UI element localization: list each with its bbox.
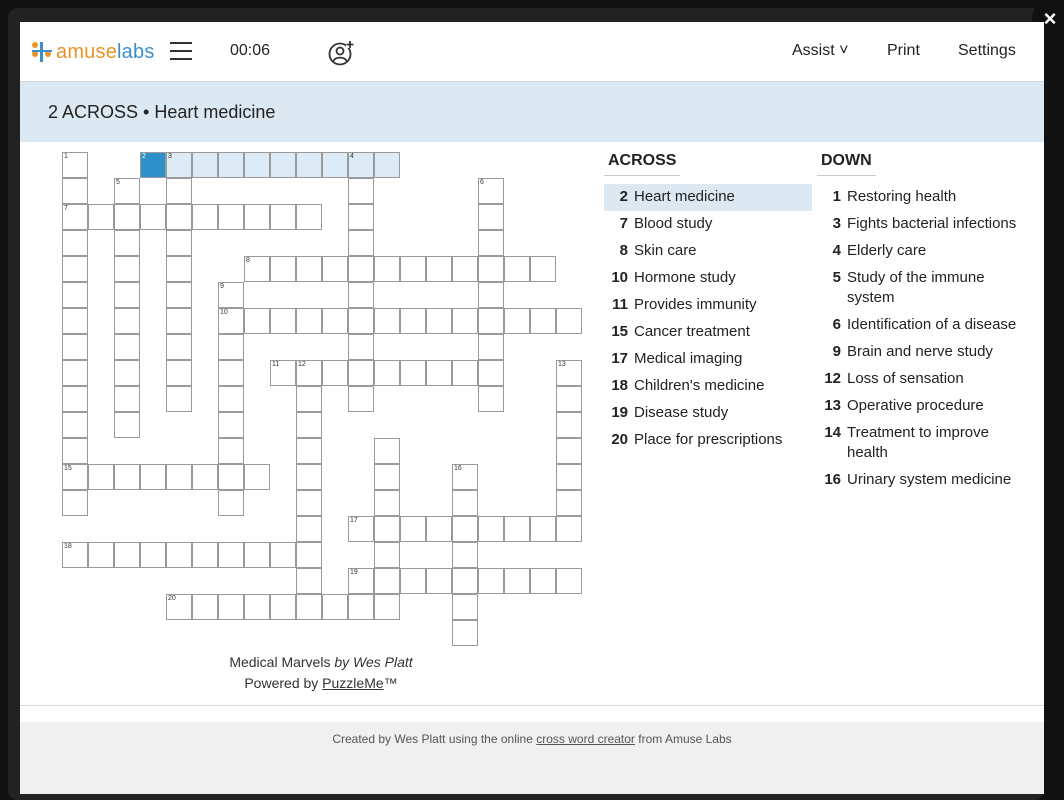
down-clue[interactable]	[817, 339, 1027, 366]
grid-cell[interactable]	[478, 360, 504, 386]
clue-text: Treatment to improve health	[847, 424, 989, 461]
clue-number: 10	[611, 269, 628, 286]
grid-cell[interactable]	[296, 256, 322, 282]
clue-number: 15	[611, 323, 628, 340]
grid-cell[interactable]	[114, 282, 140, 308]
grid-cell[interactable]	[192, 204, 218, 230]
grid-cell[interactable]	[140, 464, 166, 490]
grid-cell[interactable]	[400, 308, 426, 334]
cell-number: 13	[558, 361, 566, 368]
grid-cell[interactable]	[166, 594, 192, 620]
grid-cell[interactable]	[348, 568, 374, 594]
grid-cell[interactable]	[296, 412, 322, 438]
grid-cell[interactable]	[452, 308, 478, 334]
puzzle-title: Medical Marvels	[229, 654, 331, 670]
grid-cell[interactable]	[166, 204, 192, 230]
grid-cell[interactable]	[400, 516, 426, 542]
grid-cell[interactable]	[114, 178, 140, 204]
cell-number: 18	[64, 543, 72, 550]
grid-cell[interactable]	[218, 152, 244, 178]
grid-cell[interactable]	[114, 412, 140, 438]
grid-cell[interactable]	[556, 490, 582, 516]
clue-text: Cancer treatment	[634, 323, 750, 340]
across-clue[interactable]	[604, 427, 812, 454]
grid-cell[interactable]	[426, 256, 452, 282]
grid-cell[interactable]	[270, 594, 296, 620]
grid-cell[interactable]	[244, 542, 270, 568]
cell-number: 10	[220, 309, 228, 316]
cell-number: 9	[220, 283, 224, 290]
cell-number: 11	[272, 361, 280, 368]
grid-cell[interactable]	[270, 542, 296, 568]
grid-cell[interactable]	[270, 308, 296, 334]
across-heading: ACROSS	[604, 150, 680, 176]
grid-cell[interactable]	[556, 360, 582, 386]
grid-cell[interactable]	[296, 542, 322, 568]
clue-text: Place for prescriptions	[634, 431, 783, 448]
clue-number: 5	[832, 269, 841, 286]
grid-cell[interactable]	[556, 412, 582, 438]
cell-number: 8	[246, 257, 250, 264]
grid-cell[interactable]	[452, 490, 478, 516]
grid-cell[interactable]	[296, 594, 322, 620]
grid-cell[interactable]	[62, 412, 88, 438]
clue-text: Elderly care	[847, 242, 927, 259]
down-clue[interactable]	[817, 265, 1027, 312]
grid-cell[interactable]	[244, 204, 270, 230]
puzzle-frame	[20, 22, 1044, 794]
down-clues	[817, 150, 1027, 494]
grid-cell[interactable]	[192, 152, 218, 178]
grid-cell[interactable]	[62, 204, 88, 230]
clue-text: Urinary system medicine	[847, 471, 1012, 488]
clue-number: 4	[832, 242, 841, 259]
grid-cell[interactable]	[270, 152, 296, 178]
grid-cell[interactable]	[556, 438, 582, 464]
close-icon[interactable]: ×	[1032, 2, 1064, 38]
clue-number: 19	[611, 404, 628, 421]
grid-cell[interactable]	[140, 542, 166, 568]
grid-cell[interactable]	[114, 334, 140, 360]
clue-text: Disease study	[634, 404, 729, 421]
grid-cell[interactable]	[244, 464, 270, 490]
grid-cell[interactable]	[166, 178, 192, 204]
grid-cell[interactable]	[452, 464, 478, 490]
grid-cell[interactable]	[192, 464, 218, 490]
clue-number: 1	[832, 188, 841, 205]
grid-cell[interactable]	[296, 438, 322, 464]
clue-number: 11	[612, 296, 628, 313]
clue-text: Brain and nerve study	[847, 343, 993, 360]
grid-cell[interactable]	[218, 386, 244, 412]
grid-cell[interactable]	[296, 360, 322, 386]
grid-cell[interactable]	[530, 516, 556, 542]
crossword-grid[interactable]	[62, 152, 582, 646]
grid-cell[interactable]	[218, 438, 244, 464]
grid-cell[interactable]	[62, 230, 88, 256]
clue-number: 20	[611, 431, 628, 448]
across-clue[interactable]	[604, 346, 812, 373]
grid-cell[interactable]	[478, 282, 504, 308]
grid-cell[interactable]	[62, 308, 88, 334]
clue-text: Study of the immune system	[847, 269, 985, 306]
grid-cell[interactable]	[374, 516, 400, 542]
grid-cell[interactable]	[244, 256, 270, 282]
clue-text: Restoring health	[847, 188, 957, 205]
grid-cell[interactable]	[114, 256, 140, 282]
grid-cell[interactable]	[218, 490, 244, 516]
grid-cell[interactable]	[114, 360, 140, 386]
grid-cell[interactable]	[400, 568, 426, 594]
grid-cell[interactable]	[88, 204, 114, 230]
clue-number: 12	[824, 370, 841, 387]
grid-cell[interactable]	[62, 490, 88, 516]
grid-cell[interactable]	[452, 568, 478, 594]
clue-text: Children's medicine	[634, 377, 765, 394]
footer-text: Created by Wes Platt using the online cross word creator from Amuse Labs	[332, 732, 732, 746]
grid-cell[interactable]	[348, 360, 374, 386]
down-clue[interactable]	[817, 312, 1027, 339]
powered-by-label: Powered by	[244, 675, 323, 691]
grid-cell[interactable]	[426, 568, 452, 594]
down-clue[interactable]	[817, 420, 1027, 467]
grid-cell[interactable]	[452, 594, 478, 620]
grid-cell[interactable]	[478, 256, 504, 282]
grid-cell[interactable]	[62, 464, 88, 490]
grid-cell[interactable]	[218, 204, 244, 230]
clue-number: 17	[611, 350, 628, 367]
grid-cell[interactable]	[166, 282, 192, 308]
cell-number: 20	[168, 595, 176, 602]
grid-cell[interactable]	[296, 386, 322, 412]
add-user-icon[interactable]	[328, 40, 354, 66]
grid-cell[interactable]	[296, 490, 322, 516]
grid-cell[interactable]	[348, 334, 374, 360]
settings-button[interactable]: Settings	[958, 42, 1016, 59]
grid-cell[interactable]	[270, 256, 296, 282]
grid-cell[interactable]	[348, 230, 374, 256]
puzzle-credits	[20, 652, 622, 694]
trademark: ™	[383, 675, 398, 691]
current-clue-bar	[20, 82, 1044, 142]
grid-cell[interactable]	[166, 230, 192, 256]
grid-cell[interactable]	[218, 282, 244, 308]
grid-cell[interactable]	[374, 568, 400, 594]
grid-cell[interactable]	[114, 464, 140, 490]
clue-text: Skin care	[634, 242, 697, 259]
grid-cell[interactable]	[114, 230, 140, 256]
across-clue[interactable]	[604, 373, 812, 400]
across-clue[interactable]	[604, 238, 812, 265]
clue-number: 9	[832, 343, 841, 360]
grid-cell[interactable]	[556, 308, 582, 334]
grid-cell[interactable]	[114, 204, 140, 230]
grid-cell[interactable]	[62, 438, 88, 464]
cell-number: 19	[350, 569, 358, 576]
grid-cell[interactable]	[114, 386, 140, 412]
grid-cell[interactable]	[374, 256, 400, 282]
grid-cell[interactable]	[400, 360, 426, 386]
footer	[20, 722, 1044, 794]
hamburger-menu-icon[interactable]	[170, 42, 192, 62]
grid-cell[interactable]	[478, 308, 504, 334]
clue-number: 13	[824, 397, 841, 414]
grid-cell[interactable]	[530, 568, 556, 594]
clue-number: 7	[619, 215, 628, 232]
grid-cell[interactable]	[348, 256, 374, 282]
grid-cell[interactable]	[530, 256, 556, 282]
clue-text: Medical imaging	[634, 350, 743, 367]
grid-cell[interactable]	[348, 594, 374, 620]
grid-cell[interactable]	[62, 334, 88, 360]
grid-cell[interactable]	[374, 542, 400, 568]
cell-number: 5	[116, 179, 120, 186]
grid-cell[interactable]	[192, 542, 218, 568]
grid-cell[interactable]	[374, 594, 400, 620]
grid-cell[interactable]	[166, 360, 192, 386]
down-clue[interactable]	[817, 238, 1027, 265]
amuselabs-logo	[32, 40, 155, 64]
grid-cell[interactable]	[218, 412, 244, 438]
grid-cell[interactable]	[166, 308, 192, 334]
grid-cell[interactable]	[166, 256, 192, 282]
clue-number: 16	[824, 471, 841, 488]
grid-cell[interactable]	[426, 360, 452, 386]
grid-cell[interactable]	[88, 542, 114, 568]
grid-cell[interactable]	[270, 360, 296, 386]
across-clues	[604, 150, 812, 454]
grid-cell[interactable]	[322, 360, 348, 386]
across-clue[interactable]	[604, 265, 812, 292]
across-clue[interactable]	[604, 319, 812, 346]
cell-number: 16	[454, 465, 462, 472]
grid-cell[interactable]	[62, 152, 88, 178]
grid-cell[interactable]	[348, 308, 374, 334]
grid-cell[interactable]	[322, 256, 348, 282]
grid-cell[interactable]	[296, 152, 322, 178]
down-heading: DOWN	[817, 150, 876, 176]
cell-number: 15	[64, 465, 72, 472]
grid-cell[interactable]	[166, 334, 192, 360]
grid-cell[interactable]	[62, 360, 88, 386]
grid-cell[interactable]	[348, 282, 374, 308]
down-clue[interactable]	[817, 211, 1027, 238]
clue-text: Operative procedure	[847, 397, 984, 414]
grid-cell[interactable]	[62, 282, 88, 308]
cell-number: 12	[298, 361, 306, 368]
grid-cell[interactable]	[218, 594, 244, 620]
grid-cell[interactable]	[296, 308, 322, 334]
grid-cell[interactable]	[88, 464, 114, 490]
grid-cell[interactable]	[166, 542, 192, 568]
grid-cell[interactable]	[244, 152, 270, 178]
grid-cell[interactable]	[296, 568, 322, 594]
timer: 00:06	[230, 42, 271, 59]
cell-number: 17	[350, 517, 358, 524]
grid-cell[interactable]	[452, 256, 478, 282]
footer-divider	[20, 705, 1044, 706]
grid-cell[interactable]	[452, 360, 478, 386]
grid-cell[interactable]	[244, 594, 270, 620]
cell-number: 7	[64, 205, 68, 212]
puzzle-author: by Wes Platt	[334, 654, 413, 670]
grid-cell[interactable]	[140, 204, 166, 230]
grid-cell[interactable]	[478, 204, 504, 230]
grid-cell[interactable]	[244, 308, 270, 334]
grid-cell[interactable]	[556, 516, 582, 542]
grid-cell[interactable]	[452, 516, 478, 542]
clue-text: Blood study	[634, 215, 713, 232]
grid-cell[interactable]	[140, 152, 166, 178]
grid-cell[interactable]	[374, 438, 400, 464]
grid-cell[interactable]	[218, 464, 244, 490]
clue-number: 2	[619, 188, 628, 205]
across-clue[interactable]	[604, 400, 812, 427]
grid-cell[interactable]	[478, 386, 504, 412]
grid-cell[interactable]	[504, 516, 530, 542]
clue-number: 6	[832, 316, 841, 333]
grid-cell[interactable]	[166, 152, 192, 178]
grid-cell[interactable]	[556, 568, 582, 594]
grid-cell[interactable]	[374, 308, 400, 334]
grid-cell[interactable]	[478, 230, 504, 256]
grid-cell[interactable]	[504, 568, 530, 594]
grid-cell[interactable]	[504, 308, 530, 334]
cell-number: 1	[64, 153, 68, 160]
grid-cell[interactable]	[62, 178, 88, 204]
current-clue-text: 2 ACROSS • Heart medicine	[48, 102, 276, 122]
clue-text: Loss of sensation	[847, 370, 964, 387]
across-clue[interactable]	[604, 184, 812, 211]
puzzleme-link[interactable]: PuzzleMe	[322, 675, 384, 691]
grid-cell[interactable]	[296, 464, 322, 490]
logo-text: amuselabs	[56, 40, 155, 63]
down-clue[interactable]	[817, 184, 1027, 211]
grid-cell[interactable]	[374, 360, 400, 386]
grid-cell[interactable]	[348, 178, 374, 204]
clue-text: Identification of a disease	[847, 316, 1017, 333]
grid-cell[interactable]	[504, 256, 530, 282]
grid-cell[interactable]	[166, 464, 192, 490]
cell-number: 3	[168, 153, 172, 160]
grid-cell[interactable]	[530, 308, 556, 334]
clue-text: Hormone study	[634, 269, 736, 286]
cell-number: 2	[142, 153, 146, 160]
grid-cell[interactable]	[374, 490, 400, 516]
grid-cell[interactable]	[452, 542, 478, 568]
grid-cell[interactable]	[556, 464, 582, 490]
down-clue[interactable]	[817, 393, 1027, 420]
grid-cell[interactable]	[62, 542, 88, 568]
grid-cell[interactable]	[296, 516, 322, 542]
grid-cell[interactable]	[374, 464, 400, 490]
grid-cell[interactable]	[322, 594, 348, 620]
print-button[interactable]: Print	[887, 42, 920, 59]
grid-cell[interactable]	[348, 152, 374, 178]
down-clue[interactable]	[817, 467, 1027, 494]
clue-number: 3	[832, 215, 841, 232]
grid-cell[interactable]	[166, 386, 192, 412]
grid-cell[interactable]	[218, 334, 244, 360]
across-clue[interactable]	[604, 292, 812, 319]
grid-cell[interactable]	[114, 308, 140, 334]
toolbar	[20, 22, 1044, 82]
clue-text: Fights bacterial infections	[847, 215, 1017, 232]
crossword-creator-link[interactable]: cross word creator	[536, 732, 635, 746]
grid-cell[interactable]	[348, 516, 374, 542]
grid-cell[interactable]	[426, 516, 452, 542]
grid-cell[interactable]	[114, 542, 140, 568]
grid-cell[interactable]	[62, 386, 88, 412]
grid-cell[interactable]	[270, 204, 296, 230]
grid-cell[interactable]	[296, 204, 322, 230]
grid-cell[interactable]	[322, 308, 348, 334]
grid-cell[interactable]	[452, 620, 478, 646]
grid-cell[interactable]	[478, 516, 504, 542]
grid-cell[interactable]	[192, 594, 218, 620]
grid-cell[interactable]	[556, 386, 582, 412]
grid-cell[interactable]	[400, 256, 426, 282]
grid-cell[interactable]	[348, 204, 374, 230]
across-clue[interactable]	[604, 211, 812, 238]
clue-text: Provides immunity	[634, 296, 757, 313]
down-clue[interactable]	[817, 366, 1027, 393]
grid-cell[interactable]	[478, 568, 504, 594]
clue-number: 18	[611, 377, 628, 394]
grid-cell[interactable]	[478, 334, 504, 360]
grid-cell[interactable]	[478, 178, 504, 204]
assist-button[interactable]: Assist ˅	[792, 42, 849, 59]
cell-number: 4	[350, 153, 354, 160]
clue-text: Heart medicine	[634, 188, 735, 205]
grid-cell[interactable]	[348, 386, 374, 412]
grid-cell[interactable]	[426, 308, 452, 334]
logo-mark-icon	[32, 42, 52, 62]
cell-number: 6	[480, 179, 484, 186]
grid-cell[interactable]	[218, 360, 244, 386]
grid-cell[interactable]	[218, 308, 244, 334]
grid-cell[interactable]	[322, 152, 348, 178]
grid-cell[interactable]	[62, 256, 88, 282]
clue-number: 14	[824, 424, 841, 441]
clue-number: 8	[619, 242, 628, 259]
grid-cell[interactable]	[218, 542, 244, 568]
grid-cell[interactable]	[374, 152, 400, 178]
